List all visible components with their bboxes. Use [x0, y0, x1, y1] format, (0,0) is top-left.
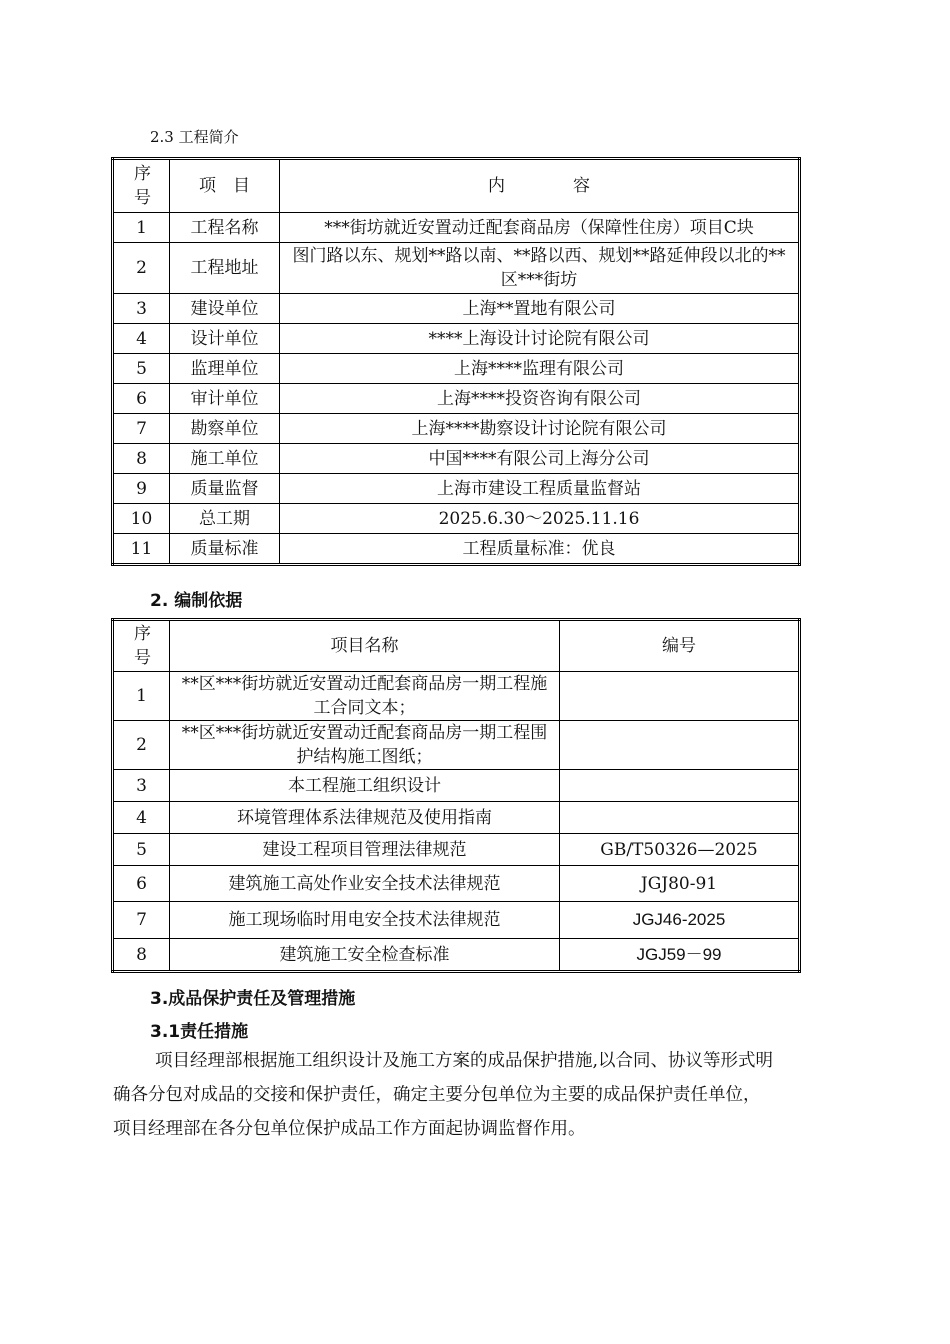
row-no: 2 — [113, 243, 170, 294]
row-item: 设计单位 — [170, 324, 280, 354]
table-row — [113, 294, 800, 324]
row-item: 工程地址 — [170, 243, 280, 294]
row-item: 监理单位 — [170, 354, 280, 384]
row-no: 4 — [113, 802, 170, 834]
row-code — [560, 672, 800, 721]
table-row — [113, 444, 800, 474]
row-no: 5 — [113, 354, 170, 384]
row-no: 11 — [113, 534, 170, 565]
row-no: 1 — [113, 213, 170, 243]
table-row — [113, 802, 800, 834]
row-no: 1 — [113, 672, 170, 721]
row-name: 施工现场临时用电安全技术法律规范 — [170, 902, 560, 939]
row-code — [560, 770, 800, 802]
row-no: 4 — [113, 324, 170, 354]
row-no: 8 — [113, 444, 170, 474]
table-row — [113, 939, 800, 972]
header-name: 项目名称 — [170, 620, 560, 672]
row-name: 建筑施工高处作业安全技术法律规范 — [170, 866, 560, 902]
row-name: 本工程施工组织设计 — [170, 770, 560, 802]
table-row — [113, 324, 800, 354]
row-code — [560, 802, 800, 834]
row-code — [560, 721, 800, 770]
row-name: 环境管理体系法律规范及使用指南 — [170, 802, 560, 834]
row-no: 9 — [113, 474, 170, 504]
row-content: 上海**置地有限公司 — [280, 294, 800, 324]
table-row — [113, 384, 800, 414]
row-code: GB/T50326—2025 — [560, 834, 800, 866]
table-row — [113, 243, 800, 294]
row-no: 7 — [113, 414, 170, 444]
row-item: 质量监督 — [170, 474, 280, 504]
section-2-heading: 2. 编制依据 — [150, 591, 243, 611]
row-no: 3 — [113, 294, 170, 324]
section-2-3-heading: 2.3 工程简介 — [150, 128, 239, 146]
row-content: 上海****勘察设计讨论院有限公司 — [280, 414, 800, 444]
table-row — [113, 534, 800, 565]
row-content: ***街坊就近安置动迁配套商品房（保障性住房）项目C块 — [280, 213, 800, 243]
table-row — [113, 474, 800, 504]
row-item: 总工期 — [170, 504, 280, 534]
row-item: 施工单位 — [170, 444, 280, 474]
section-3-1-heading: 3.1责任措施 — [150, 1022, 249, 1042]
row-item: 工程名称 — [170, 213, 280, 243]
row-item: 建设单位 — [170, 294, 280, 324]
table-row — [113, 834, 800, 866]
row-no: 5 — [113, 834, 170, 866]
row-content: 图门路以东、规划**路以南、**路以西、规划**路延伸段以北的**区***街坊 — [280, 243, 800, 294]
paragraph-line: 项目经理部根据施工组织设计及施工方案的成品保护措施,以合同、协议等形式明 — [155, 1051, 774, 1071]
header-code: 编号 — [560, 620, 800, 672]
row-content: ****上海设计讨论院有限公司 — [280, 324, 800, 354]
table-row — [113, 770, 800, 802]
row-no: 6 — [113, 384, 170, 414]
body-paragraph — [113, 1044, 843, 1146]
row-content: 上海****投资咨询有限公司 — [280, 384, 800, 414]
row-content: 上海市建设工程质量监督站 — [280, 474, 800, 504]
row-item: 审计单位 — [170, 384, 280, 414]
table-row — [113, 354, 800, 384]
section-3-heading: 3.成品保护责任及管理措施 — [150, 989, 356, 1009]
project-overview-table — [111, 157, 801, 566]
row-no: 2 — [113, 721, 170, 770]
row-no: 3 — [113, 770, 170, 802]
row-code: JGJ80-91 — [560, 866, 800, 902]
table-row — [113, 504, 800, 534]
row-name: 建筑施工安全检查标准 — [170, 939, 560, 972]
header-no: 序号 — [113, 159, 170, 213]
header-content: 内 容 — [280, 159, 800, 213]
header-no: 序号 — [113, 620, 170, 672]
row-item: 勘察单位 — [170, 414, 280, 444]
row-item: 质量标准 — [170, 534, 280, 565]
row-content: 上海****监理有限公司 — [280, 354, 800, 384]
row-code: JGJ46-2025 — [560, 902, 800, 939]
table-row — [113, 672, 800, 721]
paragraph-line: 确各分包对成品的交接和保护责任，确定主要分包单位为主要的成品保护责任单位， — [113, 1085, 761, 1105]
row-code: JGJ59－99 — [560, 939, 800, 972]
table-row — [113, 866, 800, 902]
row-no: 10 — [113, 504, 170, 534]
row-no: 7 — [113, 902, 170, 939]
row-name: **区***街坊就近安置动迁配套商品房一期工程围护结构施工图纸； — [170, 721, 560, 770]
row-name: 建设工程项目管理法律规范 — [170, 834, 560, 866]
table-header-row — [113, 620, 800, 672]
row-name: **区***街坊就近安置动迁配套商品房一期工程施工合同文本； — [170, 672, 560, 721]
table-header-row — [113, 159, 800, 213]
row-no: 8 — [113, 939, 170, 972]
row-content: 工程质量标准：优良 — [280, 534, 800, 565]
header-item: 项 目 — [170, 159, 280, 213]
table-row — [113, 721, 800, 770]
paragraph-line: 项目经理部在各分包单位保护成品工作方面起协调监督作用。 — [113, 1119, 586, 1139]
basis-table — [111, 618, 801, 973]
row-no: 6 — [113, 866, 170, 902]
table-row — [113, 902, 800, 939]
row-content: 中国****有限公司上海分公司 — [280, 444, 800, 474]
row-content: 2025.6.30～2025.11.16 — [280, 504, 800, 534]
table-row — [113, 213, 800, 243]
table-row — [113, 414, 800, 444]
